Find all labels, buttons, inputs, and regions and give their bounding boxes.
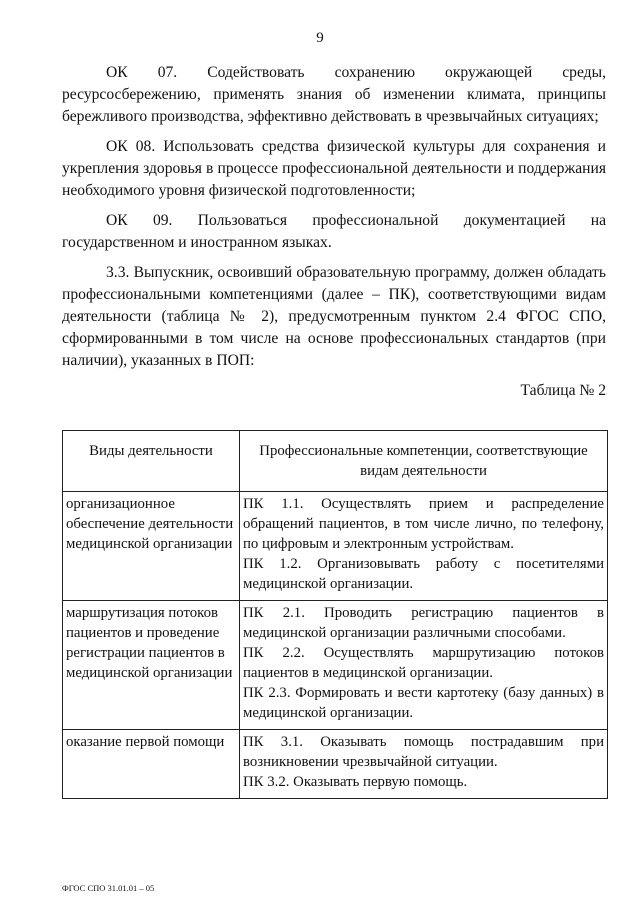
activity-area-cell: маршрутизация потоков пациентов и проведение регистрации пациентов в медицинской организации <box>63 601 240 730</box>
competency-pk-2-1: ПК 2.1. Проводить регистрацию пациентов в медицинской организации различными способами. <box>243 605 604 641</box>
competency-pk-3-1: ПК 3.1. Оказывать помощь пострадавшим при возникновении чрезвычайной ситуации. <box>243 734 604 770</box>
activity-area-cell: оказание первой помощи <box>63 730 240 799</box>
competency-pk-2-3: ПК 2.3. Формировать и вести картотеку (базу данных) в медицинской организации. <box>243 685 604 721</box>
activity-area-cell: организационное обеспечение деятельности медицинской организации <box>63 492 240 601</box>
paragraph-ok08: ОК 08. Использовать средства физической культуры для сохранения и укрепления здоровья в процессе профессиональной деятельности и поддержания необходимого уровня физической подготовленности; <box>62 138 606 199</box>
competency-pk-2-2: ПК 2.2. Осуществлять маршрутизацию потоков пациентов в медицинской организации. <box>243 645 604 681</box>
table-caption: Таблица № 2 <box>520 382 606 399</box>
header-competencies: Профессиональные компетенции, соответствующие видам деятельности <box>240 431 608 492</box>
page-number: 9 <box>316 30 324 46</box>
competency-pk-1-1: ПК 1.1. Осуществлять прием и распределение обращений пациентов, в том числе лично, по телефону, по цифровым и электронным устройствам. <box>243 496 604 552</box>
competency-pk-3-2: ПК 3.2. Оказывать первую помощь. <box>243 774 468 790</box>
competencies-cell <box>240 601 608 730</box>
paragraph-ok09: ОК 09. Пользоваться профессиональной документацией на государственном и иностранном языках. <box>62 212 606 251</box>
table-row <box>63 492 608 601</box>
paragraph-3-3: 3.3. Выпускник, освоивший образовательную программу, должен обладать профессиональными компетенциями (далее – ПК), соответствующими видам деятельности (таблица № 2), предусмотренным пунктом 2.4 ФГОС СПО, сформированными в том числе на основе профессиональных стандартов (при наличии), указанных в ПОП: <box>62 264 606 369</box>
page-footer: ФГОС СПО 31.01.01 – 05 <box>62 883 155 893</box>
table-row <box>63 601 608 730</box>
body-text <box>62 62 606 408</box>
table-row <box>63 730 608 799</box>
header-activity-types: Виды деятельности <box>63 431 240 492</box>
competencies-cell <box>240 730 608 799</box>
paragraph-ok07: ОК 07. Содействовать сохранению окружающей среды, ресурсосбережению, применять знания об изменении климата, принципы бережливого производства, эффективно действовать в чрезвычайных ситуациях; <box>62 64 606 125</box>
competencies-cell <box>240 492 608 601</box>
table-header-row <box>63 431 608 492</box>
competencies-table <box>62 430 608 799</box>
competency-pk-1-2: ПК 1.2. Организовывать работу с посетителями медицинской организации. <box>243 556 604 592</box>
